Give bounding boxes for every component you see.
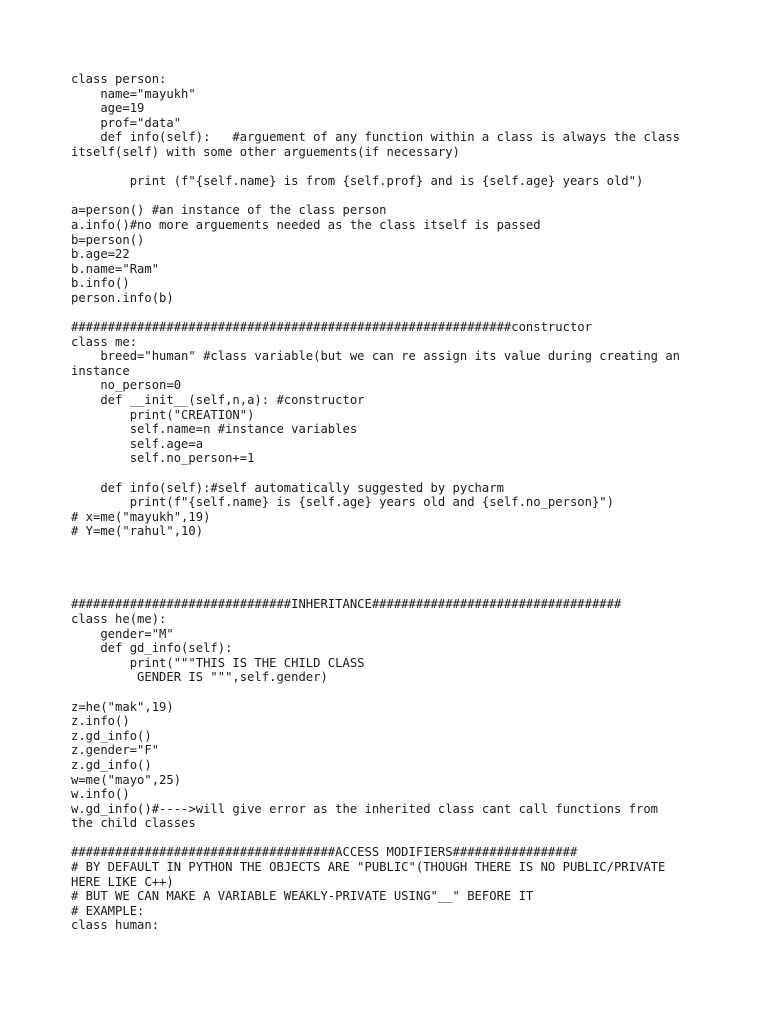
code-line: no_person=0	[71, 378, 182, 393]
code-line: def info(self):#self automatically suggested by pycharm	[71, 480, 504, 495]
code-line: name="mayukh"	[71, 86, 196, 101]
code-line: GENDER IS """,self.gender)	[71, 670, 328, 685]
code-line: w.gd_info()#---->will give error as the inherited class cant call functions from	[71, 801, 658, 816]
code-line: print (f"{self.name} is from {self.prof} and is {self.age} years old")	[71, 174, 644, 189]
code-line: a=person() #an instance of the class person	[71, 203, 387, 218]
code-line	[71, 160, 731, 175]
code-line	[71, 539, 731, 554]
code-line: print(f"{self.name} is {self.age} years old and {self.no_person}")	[71, 495, 614, 510]
code-line: gender="M"	[71, 626, 174, 641]
code-line: def info(self): #arguement of any function within a class is always the class	[71, 130, 681, 145]
code-line: self.no_person+=1	[71, 451, 255, 466]
code-line: b=person()	[71, 232, 145, 247]
code-line: a.info()#no more arguements needed as the class itself is passed	[71, 217, 541, 232]
code-line: itself(self) with some other arguements(if necessary)	[71, 144, 460, 159]
code-line	[71, 554, 731, 569]
code-line	[71, 583, 731, 598]
code-line: age=19	[71, 101, 145, 116]
code-line: b.name="Ram"	[71, 261, 160, 276]
code-line: ############################################################constructor	[71, 320, 592, 335]
code-line: class he(me):	[71, 611, 167, 626]
code-line: z.gender="F"	[71, 743, 160, 758]
code-line: ####################################ACCESS MODIFIERS#################	[71, 845, 578, 860]
code-line: # BY DEFAULT IN PYTHON THE OBJECTS ARE "PUBLIC"(THOUGH THERE IS NO PUBLIC/PRIVATE	[71, 860, 666, 875]
code-line	[71, 189, 731, 204]
code-line	[71, 685, 731, 700]
code-line: person.info(b)	[71, 290, 174, 305]
code-line	[71, 831, 731, 846]
code-line: # EXAMPLE:	[71, 903, 145, 918]
code-line: w.info()	[71, 787, 130, 802]
code-line: class person:	[71, 72, 167, 86]
code-line: ##############################INHERITANCE##################################	[71, 597, 622, 612]
code-line: print("CREATION")	[71, 407, 255, 422]
code-line: the child classes	[71, 816, 196, 831]
code-line	[71, 306, 731, 321]
code-line: z=he("mak",19)	[71, 699, 174, 714]
code-line: class human:	[71, 918, 160, 933]
code-line: instance	[71, 363, 130, 378]
code-line: HERE LIKE C++)	[71, 874, 174, 889]
code-line: print("""THIS IS THE CHILD CLASS	[71, 655, 365, 670]
code-line: b.info()	[71, 276, 130, 291]
code-line: b.age=22	[71, 247, 130, 262]
code-line: def gd_info(self):	[71, 641, 233, 656]
code-listing	[71, 72, 731, 933]
code-line: z.info()	[71, 714, 130, 729]
code-line: def __init__(self,n,a): #constructor	[71, 393, 365, 408]
code-line: class me:	[71, 334, 138, 349]
code-line: z.gd_info()	[71, 728, 152, 743]
code-line: z.gd_info()	[71, 757, 152, 772]
code-line: prof="data"	[71, 115, 182, 130]
code-line: # Y=me("rahul",10)	[71, 524, 204, 539]
code-line: # BUT WE CAN MAKE A VARIABLE WEAKLY-PRIVATE USING"__" BEFORE IT	[71, 889, 534, 904]
code-line	[71, 568, 731, 583]
code-line: self.name=n #instance variables	[71, 422, 358, 437]
code-line: w=me("mayo",25)	[71, 772, 182, 787]
code-line: breed="human" #class variable(but we can re assign its value during creating an	[71, 349, 681, 364]
code-line: # x=me("mayukh",19)	[71, 509, 211, 524]
code-line	[71, 466, 731, 481]
code-line: self.age=a	[71, 436, 204, 451]
